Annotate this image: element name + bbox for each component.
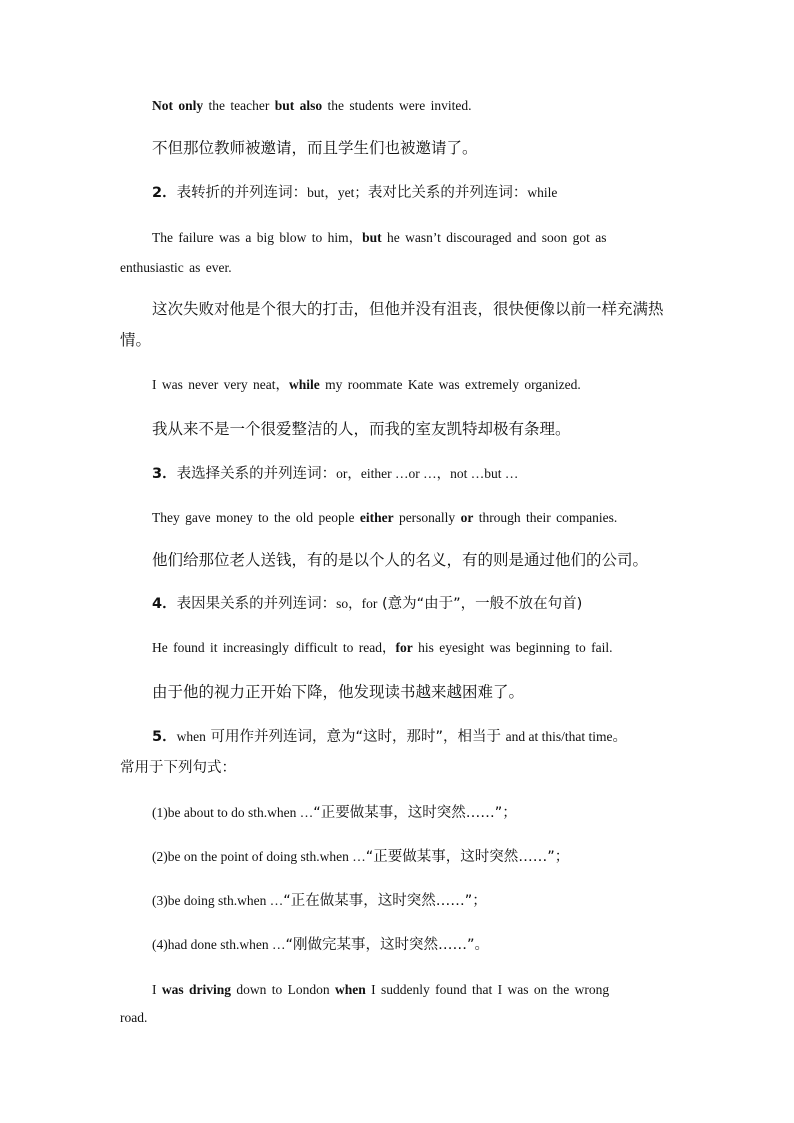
pattern-item-2: (2)be on the point of doing sth.when …“正要做某事，这时突然……”； <box>152 849 570 865</box>
example-sentence: They gave money to the old people either personally or through their companies. <box>152 510 618 525</box>
example-sentence: He found it increasingly difficult to read，for his eyesight was beginning to fail. <box>152 640 613 655</box>
translation-continued: 情。 <box>120 331 152 349</box>
translation: 不但那位教师被邀请，而且学生们也被邀请了。 <box>152 139 478 157</box>
translation: 我从来不是一个很爱整洁的人，而我的室友凯特却极有条理。 <box>152 420 571 438</box>
section-heading-5: 5．when 可用作并列连词，意为“这时，那时”，相当于 and at this/that time。 <box>152 729 627 745</box>
pattern-item-4: (4)had done sth.when …“刚做完某事，这时突然……”。 <box>152 937 490 953</box>
translation: 这次失败对他是个很大的打击，但他并没有沮丧，很快便像以前一样充满热 <box>152 300 664 318</box>
section-heading-5-continued: 常用于下列句式： <box>120 760 236 776</box>
example-sentence: Not only the teacher but also the students were invited. <box>152 98 472 113</box>
example-sentence: I was driving down to London when I suddenly found that I was on the wrong <box>152 982 610 997</box>
example-sentence: The failure was a big blow to him，but he wasn’t discouraged and soon got as <box>152 230 607 245</box>
section-heading-4: 4．表因果关系的并列连词：so，for (意为“由于”，一般不放在句首) <box>152 596 583 612</box>
pattern-item-3: (3)be doing sth.when …“正在做某事，这时突然……”； <box>152 893 487 909</box>
translation: 他们给那位老人送钱，有的是以个人的名义，有的则是通过他们的公司。 <box>152 551 649 569</box>
section-heading-3: 3．表选择关系的并列连词：or，either …or …，not …but … <box>152 466 519 482</box>
example-sentence: I was never very neat，while my roommate Kate was extremely organized. <box>152 377 581 392</box>
pattern-item-1: (1)be about to do sth.when …“正要做某事，这时突然……”； <box>152 805 517 821</box>
section-heading-2: 2．表转折的并列连词：but，yet；表对比关系的并列连词：while <box>152 185 558 201</box>
example-sentence-continued: road. <box>120 1010 148 1025</box>
translation: 由于他的视力正开始下降，他发现读书越来越困难了。 <box>152 683 525 701</box>
example-sentence-continued: enthusiastic as ever. <box>120 260 232 275</box>
